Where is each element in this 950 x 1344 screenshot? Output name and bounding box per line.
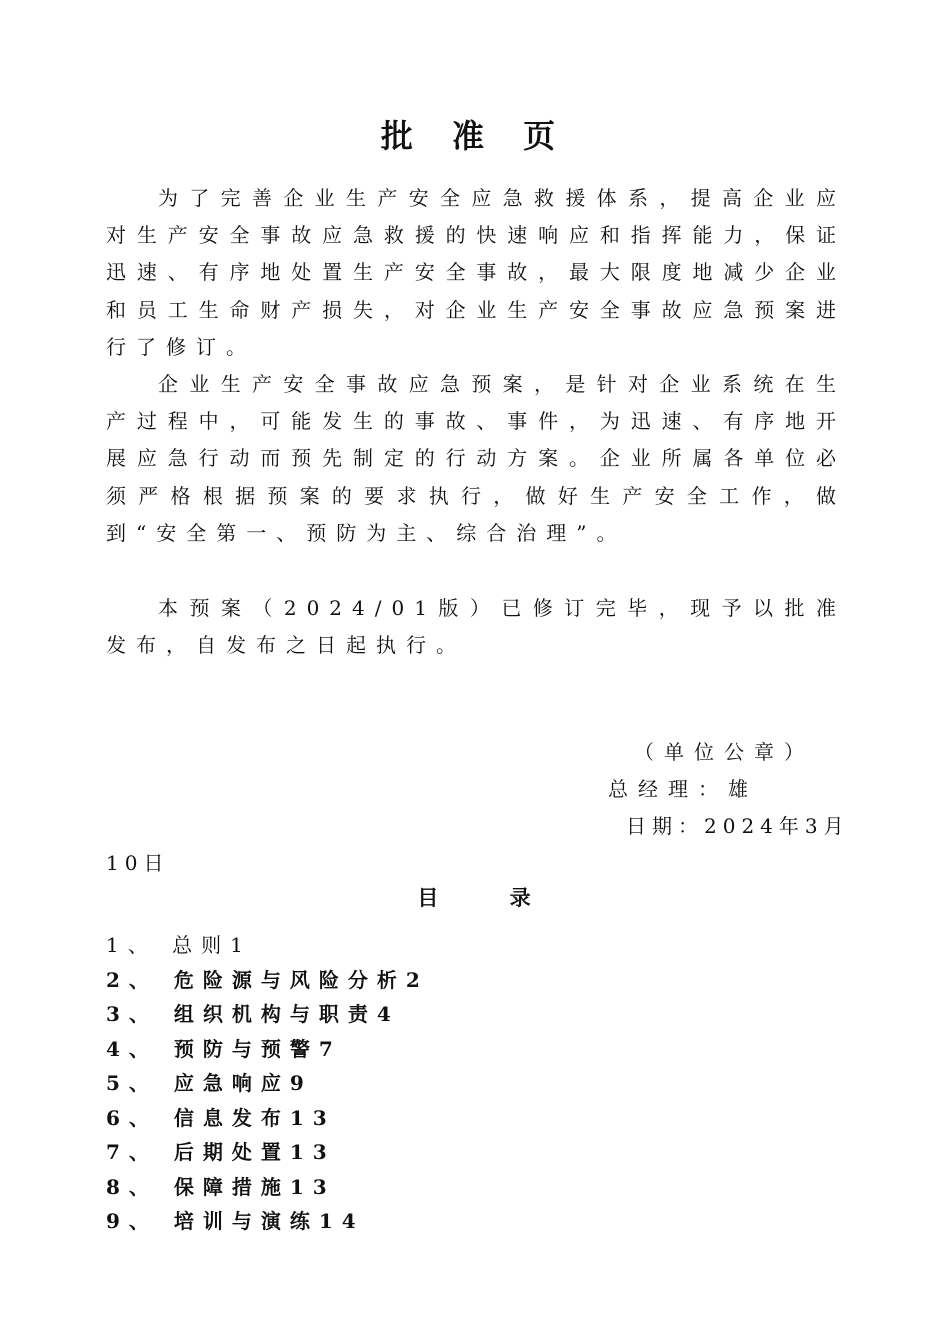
approval-date: 日期：2024年3月 xyxy=(626,814,850,838)
toc-item[interactable]: 5、 应急响应9 xyxy=(106,1071,313,1095)
general-manager-signature: 总经理：雄 xyxy=(608,777,758,801)
approval-paragraph-2: 企业生产安全事故应急预案，是针对企业系统在生产过程中，可能发生的事故、事件，为迅速、有序地开展应急行动而预先制定的行动方案。企业所属各单位必须严格根据预案的要求执行，做好生产安全工作，做到“安全第一、预防为主、综合治理”。 xyxy=(106,372,846,545)
company-seal-label: （单位公章） xyxy=(634,740,814,764)
toc-title: 目 录 xyxy=(417,885,533,910)
approval-paragraph-3: 本预案（2024/01版）已修订完毕，现予以批准发布，自发布之日起执行。 xyxy=(106,596,846,658)
approval-page-title: 批 准 页 xyxy=(380,117,570,155)
toc-item[interactable]: 1、 总则1 xyxy=(106,933,252,957)
toc-item[interactable]: 2、 危险源与风险分析2 xyxy=(106,967,429,992)
toc-item[interactable]: 8、 保障措施13 xyxy=(106,1174,336,1199)
approval-date-day: 10日 xyxy=(106,851,170,875)
toc-item[interactable]: 7、 后期处置13 xyxy=(106,1140,336,1164)
toc-item[interactable]: 9、 培训与演练14 xyxy=(106,1209,365,1233)
toc-item[interactable]: 4、 预防与预警7 xyxy=(106,1036,342,1061)
toc-item[interactable]: 6、 信息发布13 xyxy=(106,1105,336,1130)
toc-list xyxy=(106,928,429,1239)
toc-item[interactable]: 3、 组织机构与职责4 xyxy=(106,1002,400,1026)
approval-paragraph-1: 为了完善企业生产安全应急救援体系，提高企业应对生产安全事故应急救援的快速响应和指挥能力，保证迅速、有序地处置生产安全事故，最大限度地减少企业和员工生命财产损失，对企业生产安全事故应急预案进行了修订。 xyxy=(106,186,846,359)
